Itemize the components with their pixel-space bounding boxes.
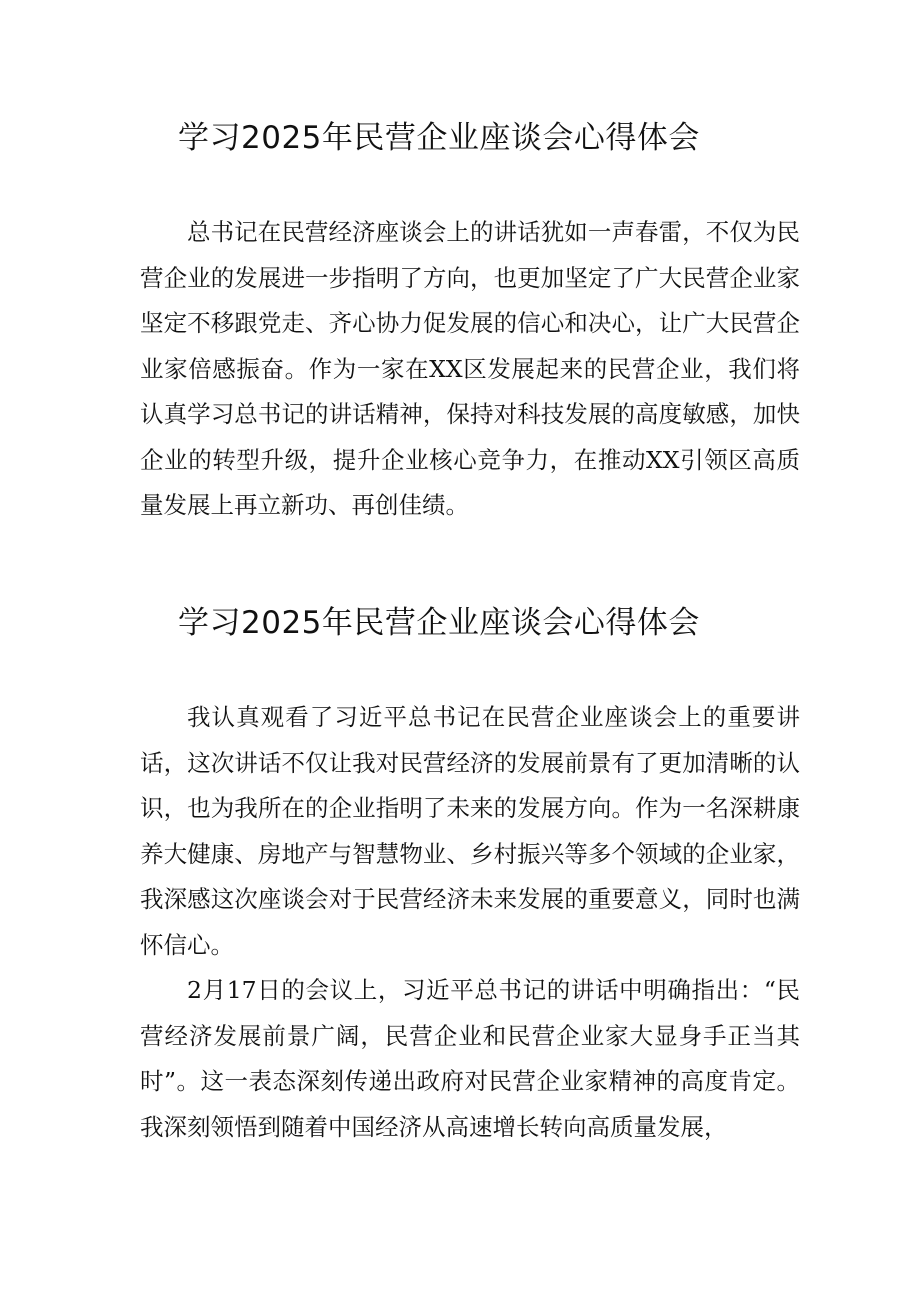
section-1-title: 学习2025年民营企业座谈会心得体会: [178, 120, 700, 156]
section-1-paragraph-1: 总书记在民营经济座谈会上的讲话犹如一声春雷，不仅为民营企业的发展进一步指明了方向，也更加坚定了广大民营企业家坚定不移跟党走、齐心协力促发展的信心和决心，让广大民营企业家倍感振奋。作为一家在XX区发展起来的民营企业，我们将认真学习总书记的讲话精神，保持对科技发展的高度敏感，加快企业的转型升级，提升企业核心竞争力，在推动XX引领区高质量发展上再立新功、再创佳绩。: [140, 218, 800, 519]
section-2-title: 学习2025年民营企业座谈会心得体会: [178, 605, 700, 641]
section-2-paragraph-1: 我认真观看了习近平总书记在民营企业座谈会上的重要讲话，这次讲话不仅让我对民营经济的发展前景有了更加清晰的认识，也为我所在的企业指明了未来的发展方向。作为一名深耕康养大健康、房地产与智慧物业、乡村振兴等多个领域的企业家，我深感这次座谈会对于民营经济未来发展的重要意义，同时也满怀信心。: [140, 703, 800, 959]
section-2-paragraph-2: 2月17日的会议上，习近平总书记的讲话中明确指出：“民营经济发展前景广阔，民营企业和民营企业家大显身手正当其时”。这一表态深刻传递出政府对民营企业家精神的高度肯定。我深刻领悟到随着中国经济从高速增长转向高质量发展，: [140, 976, 800, 1141]
